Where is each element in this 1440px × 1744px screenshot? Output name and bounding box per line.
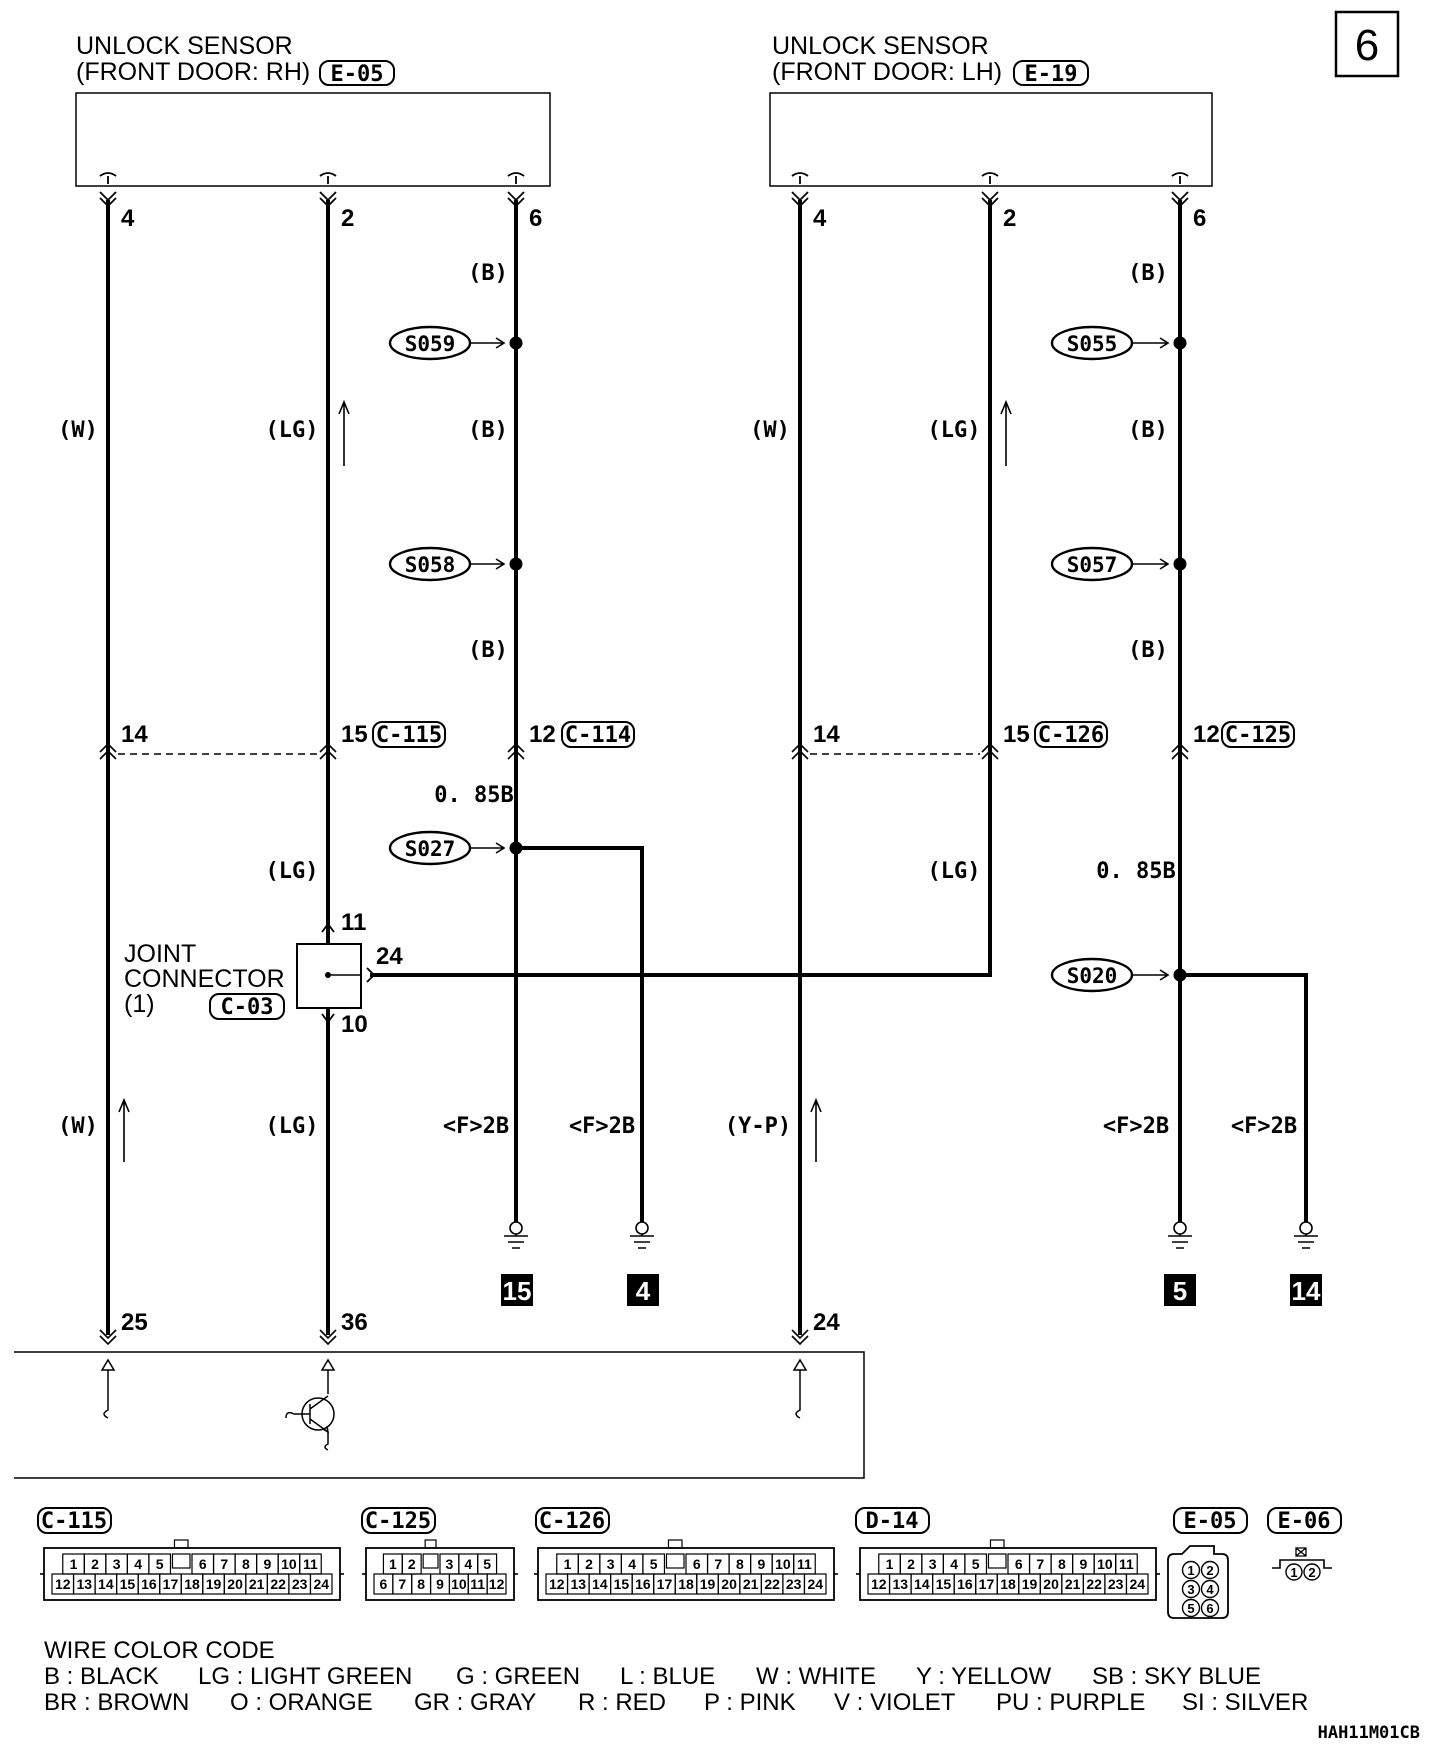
joint-pin-10: 10 [341,1011,368,1038]
page-number-box [1336,12,1398,76]
connector-pin: 10 [281,1556,297,1572]
splice-label: S020 [1066,964,1118,988]
ground-symbol [504,1222,528,1248]
connector-pin: 2 [407,1556,416,1572]
wire-color-label: (LG) [927,418,981,443]
connector-pin: 9 [1079,1556,1088,1572]
wires [108,200,1306,1335]
connector-pin: 2 [585,1556,593,1572]
wire-color-label: (LG) [265,859,319,884]
sensor-lh-subtitle: (FRONT DOOR: LH) [772,58,1003,86]
connector-pin: 3 [112,1556,121,1572]
splice-label: S058 [404,553,456,577]
sensor-rh-connector: E-05 [330,62,384,87]
connector-name: C-125 [1224,723,1292,748]
connector-pin: 14 [592,1576,608,1592]
wire-color-label: (W) [58,1114,98,1139]
connector-pin: 24 [807,1576,824,1592]
wire-color-label: (B) [468,261,508,286]
sensor-rh-subtitle: (FRONT DOOR: RH) [76,58,311,86]
connector-pin: 5 [971,1556,980,1572]
splice-label: S055 [1066,332,1118,356]
wire-size-label: <F>2B [568,1114,636,1139]
connector-pin: 16 [141,1576,157,1592]
connector-pin: 15 [1003,721,1030,748]
connector-pin: 13 [892,1576,909,1592]
harness-connector-lh [813,721,1294,748]
splice-label: S057 [1066,553,1118,577]
ground-number: 14 [1291,1276,1321,1306]
connector-pin: 16 [635,1576,651,1592]
lh-pin-2: 2 [1003,205,1017,232]
connector-view-e05 [1168,1508,1247,1618]
splice-s059 [390,327,523,359]
connector-pin: 2 [1308,1565,1316,1580]
connector-pin: 1 [388,1556,397,1572]
connector-view-c126 [534,1508,838,1600]
connector-pin: 2 [1206,1563,1214,1578]
connector-pin: 12 [870,1576,887,1592]
connector-pin: 15 [935,1576,952,1592]
connector-pin: 5 [483,1556,492,1572]
connector-pin: 11 [797,1556,812,1572]
connector-pin: 1 [1187,1563,1195,1578]
connector-pin: 8 [417,1576,426,1592]
splice-s055 [1052,327,1187,359]
splice-s057 [1052,548,1187,580]
connector-pin: 18 [184,1576,200,1592]
connector-pin: 20 [721,1576,737,1592]
connector-pin: 19 [205,1576,222,1592]
rh-pin-4: 4 [121,205,135,232]
connector-pin: 5 [649,1556,658,1572]
diagram-code: HAH11M01CB [1317,1723,1420,1743]
wire-size-label: 0. 85B [434,783,514,808]
connector-pin: 5 [155,1556,164,1572]
connector-pin: 20 [1043,1576,1059,1592]
lh-pin-4: 4 [813,205,827,232]
joint-connector-name: C-03 [220,995,274,1020]
connector-pin: 7 [1036,1556,1045,1572]
legend-item: O : ORANGE [230,1689,373,1716]
connector-view-name: C-115 [40,1509,108,1534]
wire-size-label: <F>2B [1230,1114,1298,1139]
harness-connector-rh [121,721,634,748]
legend-title: WIRE COLOR CODE [44,1637,275,1664]
connector-pin: 13 [570,1576,587,1592]
connector-pin: 5 [1187,1601,1195,1616]
connector-pin: 4 [1206,1582,1214,1597]
wire-size-label: 0. 85B [1096,859,1176,884]
legend-item: PU : PURPLE [996,1689,1146,1716]
ground-number: 4 [635,1276,651,1306]
legend-item: R : RED [578,1689,667,1716]
connector-pin: 11 [470,1576,486,1592]
connector-pin: 20 [227,1576,243,1592]
connector-pin: 10 [1097,1556,1113,1572]
e05-pins [1183,1562,1219,1617]
connector-pin: 7 [714,1556,723,1572]
joint-label-3: (1) [124,990,155,1018]
joint-label-1: JOINT [124,940,197,968]
connector-view-name: C-125 [364,1509,432,1534]
splice-s020 [1052,959,1187,991]
sensor-lh-title: UNLOCK SENSOR [772,32,989,60]
lh-pin-6: 6 [1193,205,1207,232]
connector-pin: 14 [121,721,148,748]
connector-pin: 3 [928,1556,937,1572]
connector-pin: 11 [303,1556,318,1572]
ecu-pin-36: 36 [341,1309,368,1336]
connector-pin: 8 [1057,1556,1066,1572]
transistor-icon [286,1396,334,1450]
connector-pin: 3 [606,1556,615,1572]
wire-size-label: <F>2B [442,1114,510,1139]
connector-pin: 4 [464,1556,473,1572]
connector-pin: 15 [119,1576,136,1592]
connector-pin: 9 [757,1556,766,1572]
ground-symbol [1294,1222,1318,1248]
connector-pin: 11 [1119,1556,1134,1572]
connector-pin: 15 [341,721,368,748]
unlock-sensor-lh [770,32,1212,186]
connector-pin: 24 [313,1576,330,1592]
connector-name: C-114 [564,723,632,748]
grounds [504,1222,1318,1248]
connector-pin: 21 [1064,1576,1081,1592]
connector-pin: 7 [398,1576,407,1592]
connector-pin: 23 [785,1576,802,1592]
ecu-pin-25: 25 [121,1309,148,1336]
connector-pin: 2 [907,1556,915,1572]
connector-pin: 23 [1107,1576,1124,1592]
connector-pin: 1 [885,1556,894,1572]
joint-pin-11: 11 [341,909,367,936]
connector-pin: 21 [742,1576,759,1592]
connector-name: C-115 [375,723,443,748]
connector-pin: 12 [488,1576,505,1592]
connector-pin: 12 [548,1576,565,1592]
ecu-pin-24: 24 [813,1309,840,1336]
ground-symbol [630,1222,654,1248]
wire-color-label: (B) [1128,261,1168,286]
connector-view-c125 [362,1508,518,1600]
connector-pin: 22 [270,1576,286,1592]
rh-pin-6: 6 [529,205,543,232]
connector-pin: 14 [813,721,840,748]
connector-pin: 1 [563,1556,572,1572]
connector-pin: 17 [656,1576,673,1592]
connector-pin: 12 [1193,721,1220,748]
ground-numbers [501,1274,1322,1306]
legend-item: P : PINK [704,1689,796,1716]
wire-color-label: (Y-P) [724,1114,792,1139]
connector-pin: 3 [1187,1582,1195,1597]
connector-pin: 21 [248,1576,265,1592]
connector-view-name: E-05 [1183,1509,1237,1534]
connector-pin: 22 [1086,1576,1102,1592]
connector-pin: 4 [628,1556,637,1572]
joint-connector [124,909,403,1038]
connector-pin: 22 [764,1576,780,1592]
legend-item: BR : BROWN [44,1689,190,1716]
connector-pin: 10 [451,1576,467,1592]
splice-s027 [390,832,523,864]
connector-pin: 12 [529,721,556,748]
connector-pin: 17 [162,1576,179,1592]
connector-pin: 1 [69,1556,78,1572]
legend-item: B : BLACK [44,1663,159,1690]
connector-view-name: C-126 [538,1509,606,1534]
connector-views [38,1508,1341,1618]
rh-pin-2: 2 [341,205,355,232]
connector-pin: 6 [692,1556,701,1572]
legend-item: G : GREEN [456,1663,581,1690]
connector-view-name: E-06 [1277,1509,1331,1534]
connector-pin: 1 [1290,1565,1298,1580]
connector-pin: 23 [291,1576,308,1592]
connector-pin: 9 [263,1556,272,1572]
legend-item: LG : LIGHT GREEN [198,1663,413,1690]
page-number: 6 [1354,21,1380,70]
wire-color-label: (LG) [265,418,319,443]
legend-item: W : WHITE [756,1663,876,1690]
connector-pin: 8 [735,1556,744,1572]
e06-pins [1286,1564,1320,1580]
legend-item: V : VIOLET [834,1689,956,1716]
connector-pin: 16 [957,1576,973,1592]
unlock-sensor-rh [76,32,550,186]
splice-s058 [390,548,523,580]
connector-pin: 9 [436,1576,444,1592]
current-arrows [119,402,1011,1162]
splice-label: S059 [404,332,456,356]
sensor-rh-title: UNLOCK SENSOR [76,32,293,60]
connector-pin: 12 [54,1576,71,1592]
wire-color-label: (LG) [265,1114,319,1139]
connector-pin: 13 [76,1576,93,1592]
sensor-lh-connector: E-19 [1024,62,1078,87]
wire-color-legend [44,1637,1308,1716]
ground-symbol [1168,1222,1192,1248]
wire-color-label: (B) [468,418,508,443]
connector-pin: 14 [914,1576,930,1592]
wire-color-label: (B) [1128,638,1168,663]
connector-pin: 8 [241,1556,250,1572]
wire-color-label: (B) [468,638,508,663]
connector-pin: 17 [978,1576,995,1592]
wire-color-label: (W) [750,418,790,443]
connector-view-name: D-14 [865,1509,919,1534]
ground-number: 15 [502,1276,532,1306]
legend-item: L : BLUE [620,1663,716,1690]
connector-name: C-126 [1037,723,1105,748]
connector-pin: 18 [678,1576,694,1592]
connector-pin: 15 [613,1576,630,1592]
splice-label: S027 [404,837,456,861]
connector-pin: 4 [950,1556,959,1572]
connector-view-c115 [38,1508,344,1600]
connector-pin: 6 [1014,1556,1023,1572]
connector-pin: 19 [699,1576,716,1592]
legend-item: SI : SILVER [1182,1689,1309,1716]
legend-item: Y : YELLOW [916,1663,1052,1690]
ecu-box [14,1309,864,1478]
connector-view-d14 [856,1508,1160,1600]
connector-pin: 4 [134,1556,143,1572]
joint-pin-24: 24 [376,943,403,970]
connector-pin: 14 [98,1576,114,1592]
wire-color-label: (B) [1128,418,1168,443]
connector-pin: 10 [775,1556,791,1572]
connector-pin: 24 [1129,1576,1146,1592]
connector-pin: 18 [1000,1576,1016,1592]
connector-pin: 3 [445,1556,454,1572]
sensor-pin-symbols [100,173,1188,206]
connector-pin: 6 [379,1576,388,1592]
legend-item: GR : GRAY [414,1689,537,1716]
connector-pin: 7 [220,1556,229,1572]
connector-pin: 19 [1021,1576,1038,1592]
legend-item: SB : SKY BLUE [1092,1663,1261,1690]
wire-color-label: (W) [58,418,98,443]
ground-number: 5 [1172,1276,1188,1306]
joint-label-2: CONNECTOR [124,965,285,993]
wire-color-label: (LG) [927,859,981,884]
wire-size-label: <F>2B [1102,1114,1170,1139]
connector-view-e06 [1268,1508,1341,1580]
connector-pin: 2 [91,1556,99,1572]
connector-pin: 6 [198,1556,207,1572]
connector-pin: 6 [1206,1601,1214,1616]
